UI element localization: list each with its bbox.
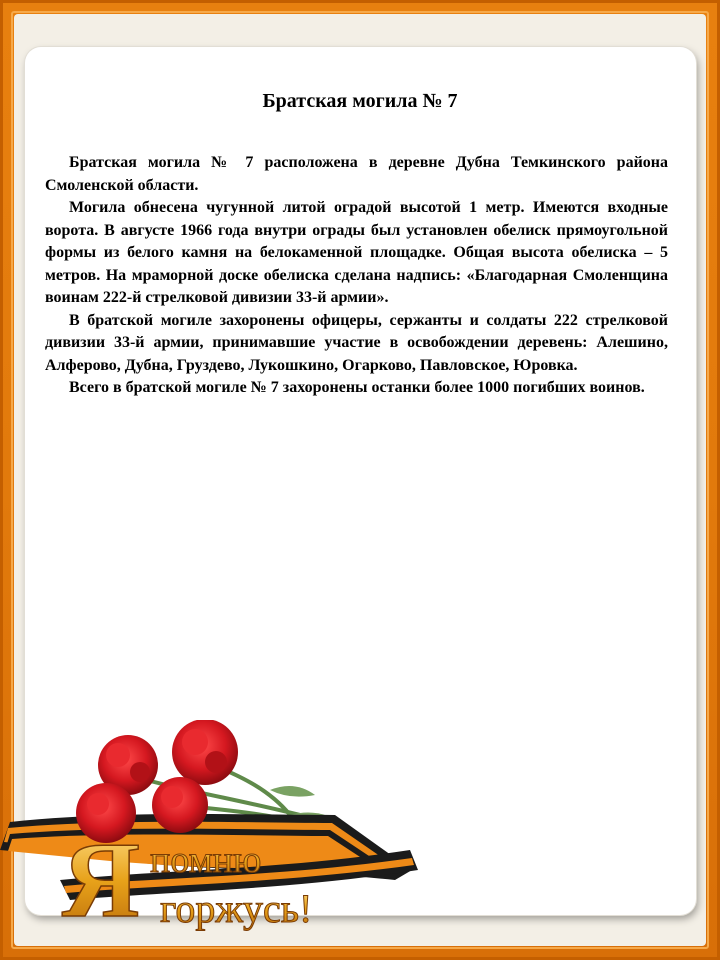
carnation-icon: [152, 777, 208, 833]
page-title: Братская могила № 7: [262, 90, 458, 112]
paragraph-buried: В братской могиле захоронены офицеры, сержанты и солдаты 222 стрелковой дивизии 33-й армии, принимавшие участие в освобождении деревень: Алешино, Алферово, Дубна, Груздево, Лукошкино, Огарково, Павловское, Юровка.: [45, 311, 668, 374]
paragraph-location: Братская могила № 7 расположена в деревне Дубна Темкинского района Смоленской области.: [45, 154, 668, 194]
paragraph-total: Всего в братской могиле № 7 захоронены останки более 1000 погибших воинов.: [69, 379, 645, 396]
document-body: [45, 152, 668, 400]
carnations-ribbon-emblem: [0, 720, 440, 935]
emblem-line-2: горжусь!: [160, 886, 313, 931]
emblem-letter: Я: [62, 821, 140, 935]
carnation-icon: [172, 720, 238, 785]
emblem-line-1: помню: [150, 839, 262, 881]
paragraph-obelisk: Могила обнесена чугунной литой оградой высотой 1 метр. Имеются входные ворота. В августе 1966 года внутри ограды был установлен обелиск прямоугольной формы из белого камня на белокаменной площадке. Общая высота обелиска – 5 метров. На мраморной доске обелиска сделана надпись: «Благодарная Смоленщина воинам 222-й стрелковой дивизии 33-й армии».: [45, 199, 668, 306]
